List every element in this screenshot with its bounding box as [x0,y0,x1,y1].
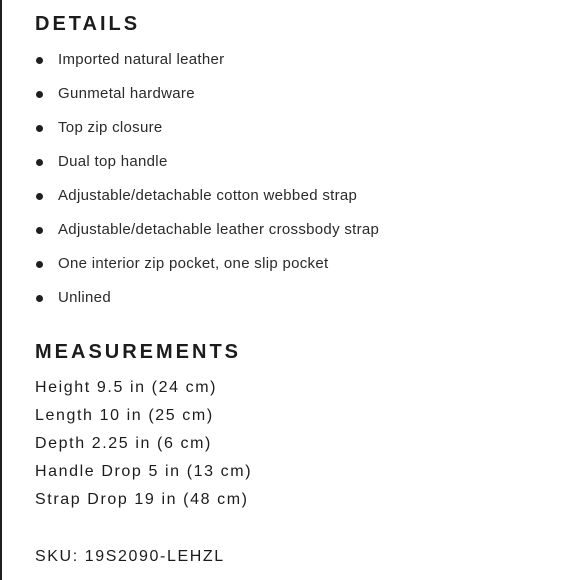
detail-text: Adjustable/detachable leather crossbody strap [58,221,380,238]
sku-text: SKU: 19S2090-LEHZL [35,548,225,565]
measurements-heading: MEASUREMENTS [35,341,242,363]
measurement-handle-drop: Handle Drop 5 in (13 cm) [35,463,253,480]
detail-text: Adjustable/detachable cotton webbed strap [58,187,358,204]
bullet-icon [36,295,43,302]
list-item [35,252,379,286]
measurement-depth: Depth 2.25 in (6 cm) [35,435,212,452]
list-item [35,48,379,82]
measurement-height: Height 9.5 in (24 cm) [35,379,218,396]
bullet-icon [36,261,43,268]
measurement-strap-drop: Strap Drop 19 in (48 cm) [35,491,249,508]
detail-text: One interior zip pocket, one slip pocket [58,255,329,272]
details-list [35,48,379,320]
list-item [35,286,379,320]
measurement-length: Length 10 in (25 cm) [35,407,214,424]
bullet-icon [36,57,43,64]
list-item [35,116,379,150]
detail-text: Dual top handle [58,153,168,170]
bullet-icon [36,91,43,98]
list-item [35,82,379,116]
list-item [35,184,379,218]
detail-text: Gunmetal hardware [58,85,195,102]
bullet-icon [36,193,43,200]
bullet-icon [36,125,43,132]
list-item [35,218,379,252]
detail-text: Top zip closure [58,119,163,136]
measurements-list [35,376,252,516]
bullet-icon [36,227,43,234]
left-border [0,0,2,580]
detail-text: Imported natural leather [58,51,225,68]
detail-text: Unlined [58,289,111,306]
details-heading: DETAILS [35,13,141,35]
list-item [35,150,379,184]
bullet-icon [36,159,43,166]
